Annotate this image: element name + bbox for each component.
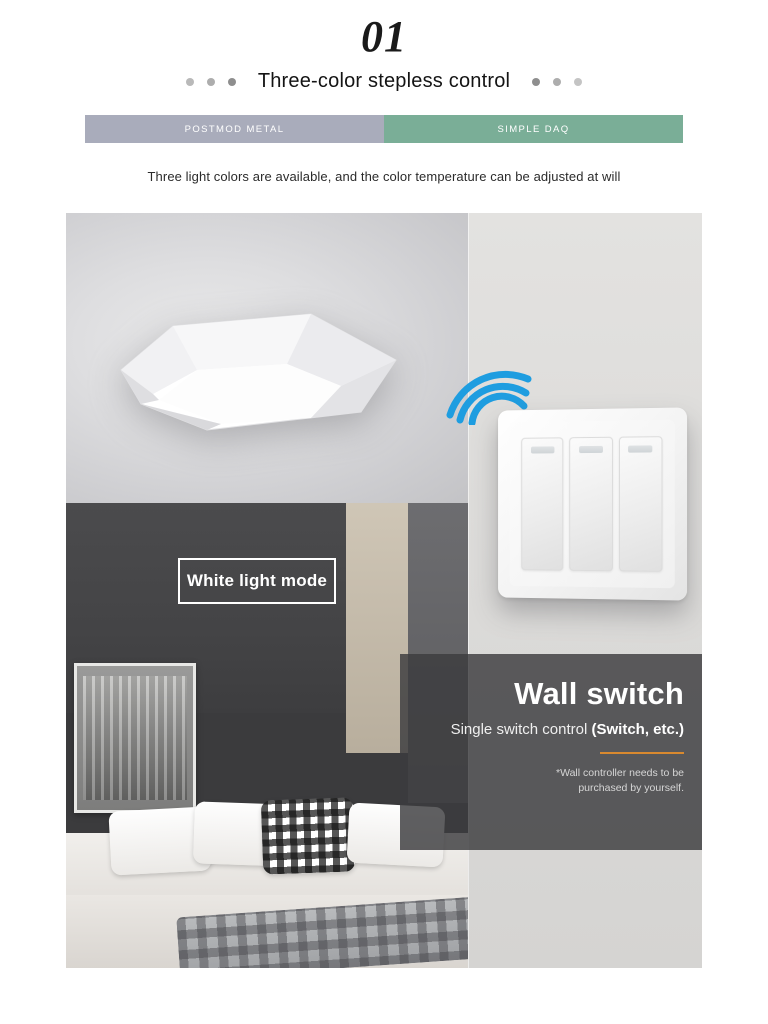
section-number: 01 [361, 12, 407, 61]
switch-rocker-1 [521, 438, 563, 571]
dot-icon [228, 78, 236, 86]
info-panel-note-line1: *Wall controller needs to be [555, 766, 684, 779]
dot-icon [207, 78, 215, 86]
style-bar-simple-daq: SIMPLE DAQ [384, 115, 683, 143]
info-panel-title: Wall switch [514, 676, 684, 712]
info-panel-subtitle-plain: Single switch control [450, 720, 592, 738]
info-panel-subtitle-bold: (Switch, etc.) [591, 720, 684, 738]
wall-switch-face [510, 420, 675, 588]
info-panel-note [400, 766, 684, 796]
style-bars [85, 115, 683, 143]
wall-switch-info-panel [400, 654, 702, 850]
dot-icon [574, 78, 582, 86]
ceiling-lamp-icon [111, 308, 411, 436]
switch-rocker-3 [619, 436, 663, 572]
wall-switch-icon [498, 408, 687, 601]
info-panel-note-line2: purchased by yourself. [578, 781, 684, 794]
decorative-dots-right [532, 78, 582, 86]
section-title-row [0, 70, 768, 93]
pillow-checkered [261, 798, 356, 875]
dot-icon [532, 78, 540, 86]
dot-icon [553, 78, 561, 86]
section-description: Three light colors are available, and the color temperature can be adjusted at will [147, 169, 621, 185]
wall-art-large [74, 663, 196, 813]
section-subtitle: Three-color stepless control [257, 70, 511, 93]
info-panel-subtitle [400, 721, 684, 738]
accent-rule [600, 752, 684, 754]
style-bar-postmod-metal: POSTMOD METAL [85, 115, 384, 143]
mode-label: White light mode [178, 558, 336, 604]
bedroom-wall-warm [346, 503, 408, 753]
decorative-dots-left [186, 78, 236, 86]
product-photo [66, 213, 702, 968]
switch-rocker-2 [570, 437, 613, 572]
photo-wall-seam [468, 213, 469, 968]
dot-icon [186, 78, 194, 86]
